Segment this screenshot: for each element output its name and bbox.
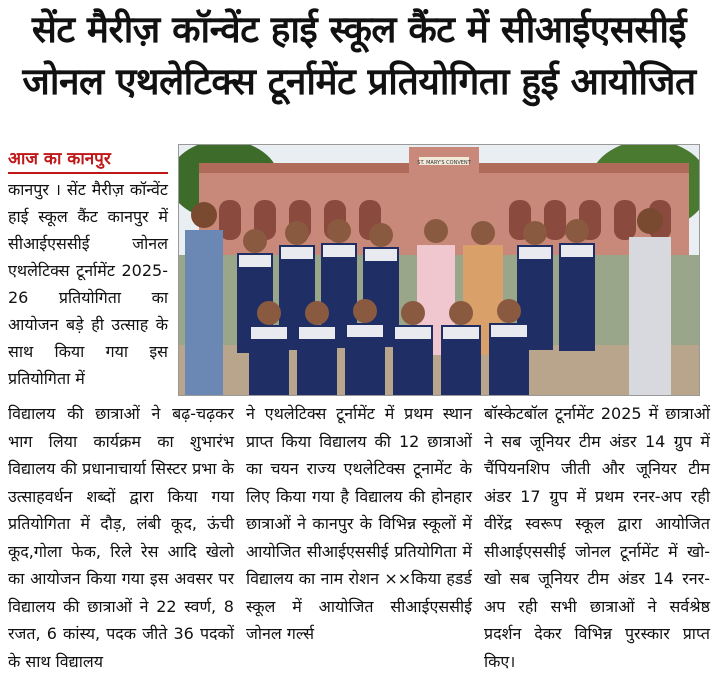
article-column-1: विद्यालय की छात्राओं ने बढ़-चढ़कर भाग लिया कार्यक्रम का शुभारंभ विद्यालय की प्रधानाचार्या सिस्टर प्रभा के उत्साहवर्धन शब्दों द्वारा किया गया प्रतियोगिता में दौड़, लंबी कूद, ऊंची कूद,गोला फेक, रिले रेस आदि खेलो का आयोजन किया गया इस अवसर पर विद्यालय की छात्राओं ने 22 स्वर्ण, 8 रजत, 6 कांस्य, पदक जीते 36 पदकों के साथ विद्यालय [8, 404, 234, 671]
headline-line-2: जोनल एथलेटिक्स टूर्नामेंट प्रतियोगिता हुई आयोजित [22, 60, 696, 103]
news-photo [178, 144, 700, 396]
school-sign: ST. MARY'S CONVENT [417, 160, 471, 166]
article-column-3: बॉस्केटबॉल टूर्नामेंट 2025 में छात्राओं ने सब जूनियर टीम अंडर 14 ग्रुप में चैंपियनशिप जीती और जूनियर टीम अंडर 17 ग्रुप में प्रथम रनर-अप रही वीरेंद्र स्वरूप स्कूल द्वारा आयोजित सीआईएससीई जोनल टूर्नामेंट में खो-खो सब जूनियर टीम अंडर 14 रनर-अप रही सभी छात्राओं ने सर्वश्रेष्ठ प्रदर्शन देकर विभिन्न पुरस्कार प्राप्त किए। [484, 404, 710, 671]
headline [0, 4, 718, 108]
article-column-2: ने एथलेटिक्स टूर्नामेंट में प्रथम स्थान प्राप्त किया विद्यालय की 12 छात्राओं का चयन राज्य एथलेटिक्स टूनामेंट के लिए किया गया है विद्यालय की होनहार छात्राओं ने कानपुर के विभिन्न स्कूलों में आयोजित सीआईएससीई प्रतियोगिता में विद्यालय का नाम रोशन ××किया हडर्ड स्कूल में आयोजित सीआईएससीई जोनल गर्ल्स [246, 404, 472, 643]
article-intro: कानपुर । सेंट मैरीज़ कॉन्वेंट हाई स्कूल कैंट कानपुर में सीआईएससीई जोनल एथलेटिक्स टूर्नामेंट 2025-26 प्रतियोगिता का आयोजन बड़े ही उत्साह के साथ किया गया इस प्रतियोगिता में [8, 180, 168, 388]
source-label: आज का कानपुर [8, 146, 168, 174]
group-photo-illustration [179, 145, 699, 395]
article-columns [8, 400, 710, 675]
headline-line-1: सेंट मैरीज़ कॉन्वेंट हाई स्कूल कैंट में सीआईएससीई [31, 8, 687, 51]
